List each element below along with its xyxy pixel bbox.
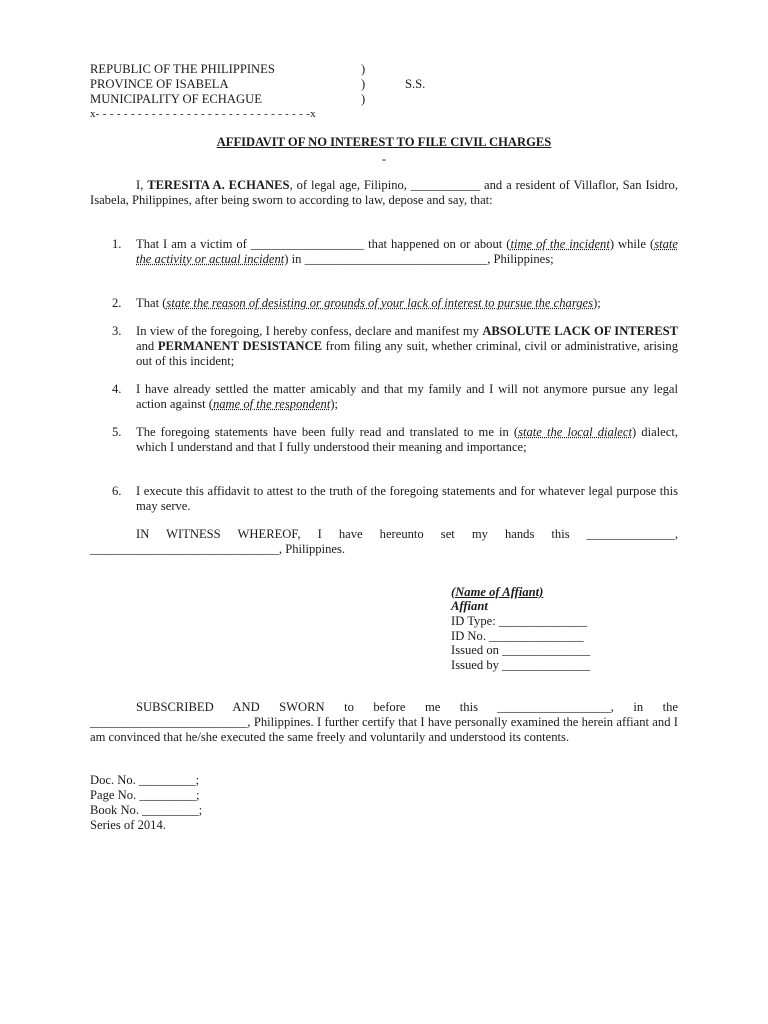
caption-paren-2: ) — [361, 77, 366, 91]
caption-rule: x- - - - - - - - - - - - - - - - - - - - - - - - - - - - - - -x — [90, 108, 316, 120]
item-2 — [136, 296, 678, 311]
item-5-text-a: The foregoing statements have been fully read and translated to me in ( — [136, 425, 519, 439]
item-3-text-e: from filing any suit, whether criminal, civil or administrative, arising out of this incident; — [136, 339, 678, 368]
item-number-2: 2. — [112, 296, 122, 310]
item-3-bold-lack: ABSOLUTE LACK OF INTEREST — [482, 324, 678, 338]
title-dash: - — [381, 152, 387, 166]
intro-text-1: I, — [136, 178, 148, 192]
caption-municipality: MUNICIPALITY OF ECHAGUE — [90, 92, 262, 106]
item-4 — [136, 382, 678, 412]
caption-ss: S.S. — [405, 77, 426, 91]
item-3 — [136, 324, 678, 369]
item-5-placeholder-dialect: state the local dialect — [518, 425, 632, 439]
affiant-name: TERESITA A. ECHANES — [147, 178, 290, 192]
item-5-text-c: ) dialect, which I understand and that I fully understood their meaning and importance; — [136, 425, 678, 454]
intro-text-2: , of legal age, Filipino, ___________ and a resident of Villaflor, San Isidro, Isabela, Philippines, after being sworn to according to law, depose and say, that: — [90, 178, 678, 207]
item-1-text-c: ) while ( — [609, 237, 655, 251]
id-type-field: ID Type: ______________ — [451, 614, 588, 628]
item-number-3: 3. — [112, 324, 122, 338]
item-1 — [136, 237, 678, 267]
item-number-5: 5. — [112, 425, 122, 439]
affiant-name-placeholder: (Name of Affiant) — [451, 585, 544, 599]
item-2-text-a: That ( — [136, 296, 167, 310]
item-1-text-a: That I am a victim of __________________ that happened on or about ( — [136, 237, 511, 251]
witness-paragraph: IN WITNESS WHEREOF, I have hereunto set my hands this ______________, ______________________________, Philippines. — [90, 527, 678, 556]
item-6: I execute this affidavit to attest to the truth of the foregoing statements and for whatever legal purpose this may serve. — [136, 484, 678, 513]
item-2-text-c: ); — [593, 296, 601, 310]
item-2-placeholder-reason: state the reason of desisting or grounds of your lack of interest to pursue the charges — [166, 296, 594, 310]
id-no-field: ID No. _______________ — [451, 629, 584, 643]
page-no: Page No. _________; — [90, 788, 200, 802]
item-4-text-c: ); — [330, 397, 339, 411]
item-3-text-c: and — [136, 339, 158, 353]
item-1-placeholder-activity: state the activity or actual incident — [136, 237, 678, 266]
item-3-bold-desistance: PERMANENT DESISTANCE — [157, 339, 323, 353]
item-number-6: 6. — [112, 484, 122, 498]
issued-by-field: Issued by ______________ — [451, 658, 591, 672]
caption-province: PROVINCE OF ISABELA — [90, 77, 229, 91]
item-1-placeholder-time: time of the incident — [510, 237, 610, 251]
caption-paren-1: ) — [361, 62, 366, 76]
item-4-placeholder-respondent: name of the respondent — [212, 397, 331, 411]
book-no: Book No. _________; — [90, 803, 203, 817]
item-4-text-a: I have already settled the matter amicably and that my family and I will not anymore pursue any legal action against ( — [136, 382, 678, 411]
document-title: AFFIDAVIT OF NO INTEREST TO FILE CIVIL CHARGES — [216, 135, 552, 149]
caption-paren-3: ) — [361, 92, 366, 106]
item-3-text-a: In view of the foregoing, I hereby confess, declare and manifest my — [136, 324, 483, 338]
caption-republic: REPUBLIC OF THE PHILIPPINES — [90, 62, 275, 76]
intro-paragraph — [90, 178, 678, 208]
item-5 — [136, 425, 678, 455]
doc-no: Doc. No. _________; — [90, 773, 200, 787]
issued-on-field: Issued on ______________ — [451, 643, 591, 657]
item-number-1: 1. — [112, 237, 122, 251]
series-year: Series of 2014. — [90, 818, 166, 832]
item-1-text-e: ) in _____________________________, Philippines; — [284, 252, 554, 266]
affiant-label: Affiant — [451, 599, 488, 613]
jurat-paragraph: SUBSCRIBED AND SWORN to before me this __________________, in the _________________________, Philippines. I further certify that I have personally examined the herein affiant and I am convinced that he/she executed the same freely and voluntarily and understood its contents. — [90, 700, 678, 744]
item-number-4: 4. — [112, 382, 122, 396]
